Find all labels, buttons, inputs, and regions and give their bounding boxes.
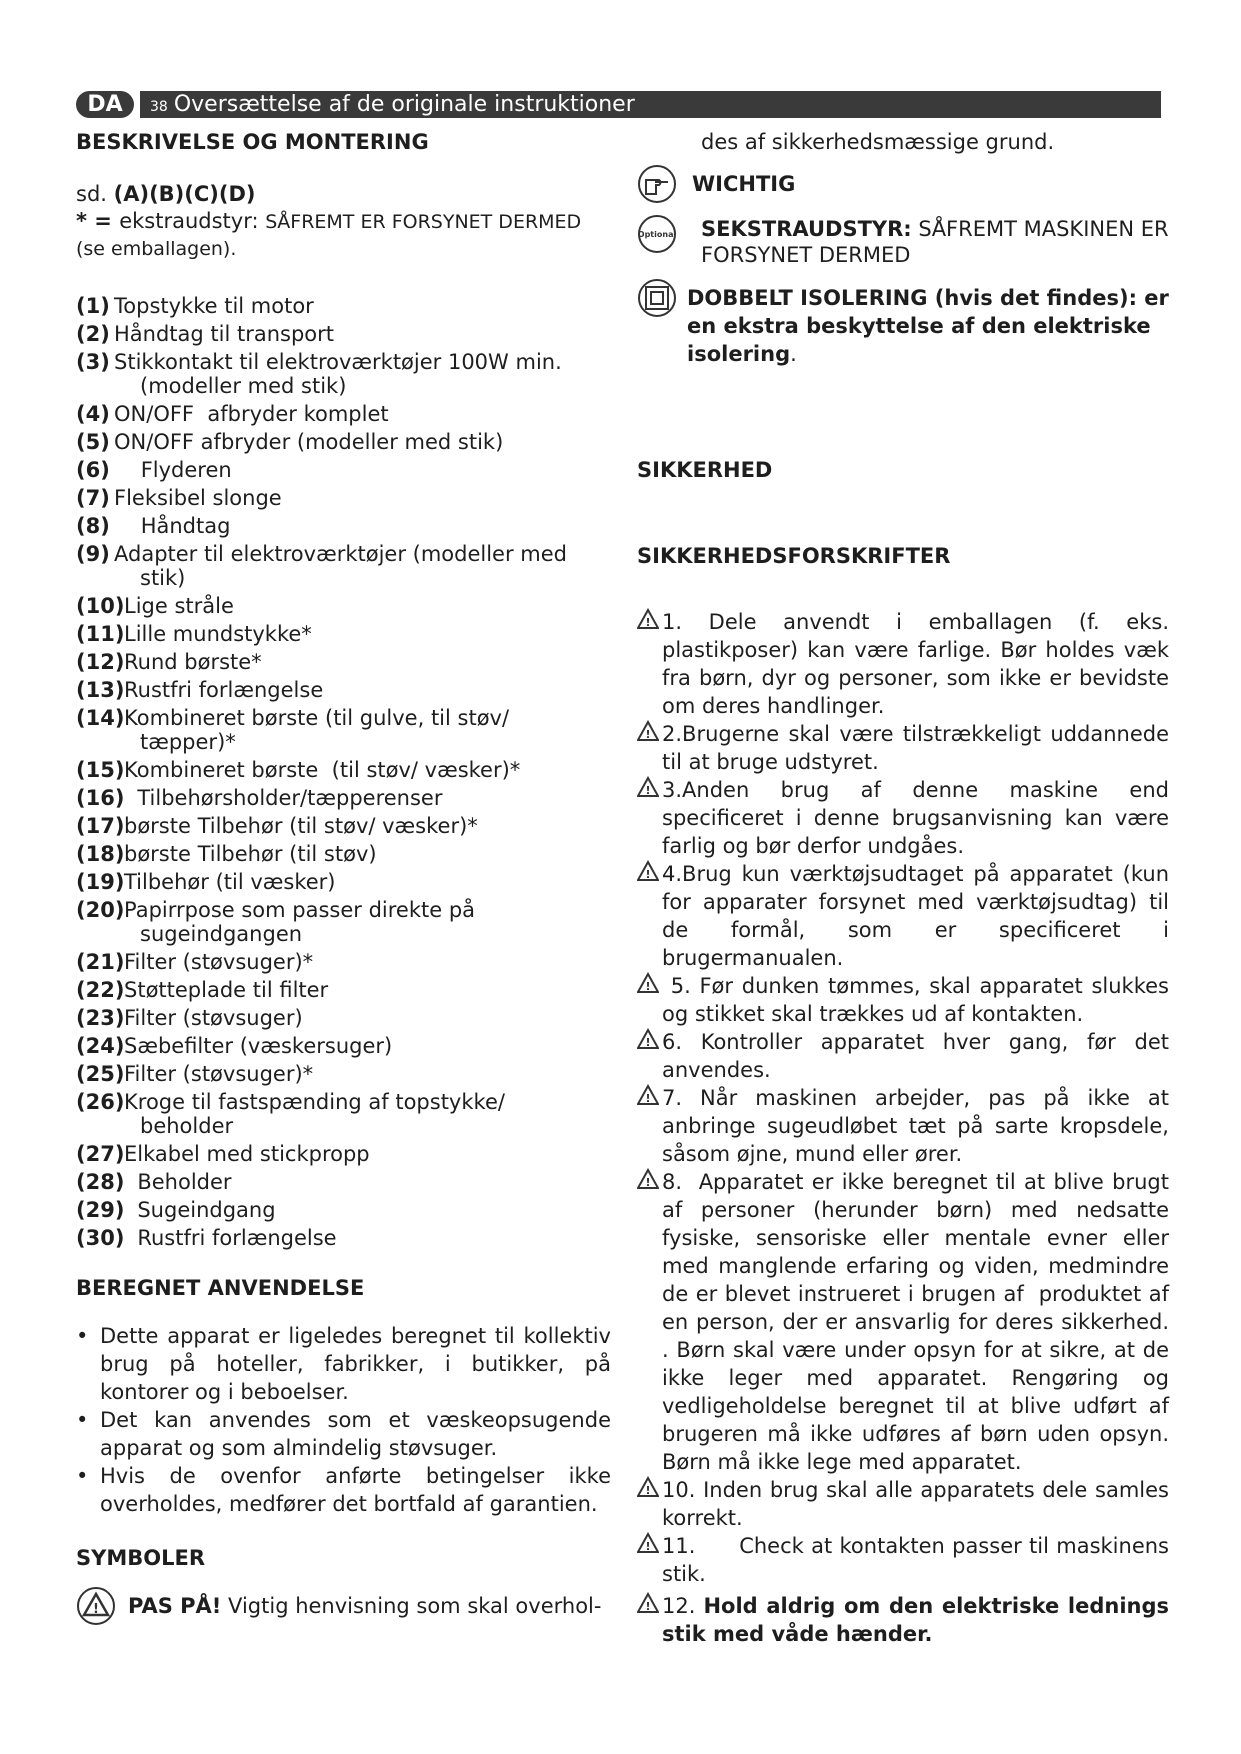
warning-icon (637, 1592, 659, 1614)
part-item (76, 1140, 611, 1168)
part-item (76, 648, 611, 676)
part-label: Filter (støvsuger)* (124, 950, 314, 974)
part-number: (21) (76, 950, 125, 974)
svg-text:!: ! (645, 1176, 651, 1189)
warning-icon (637, 860, 659, 882)
part-item (76, 512, 611, 540)
part-number: (9) (76, 542, 110, 566)
part-item (76, 456, 611, 484)
part-number: (15) (76, 758, 125, 782)
part-label: børste Tilbehør (til støv) (124, 842, 377, 866)
part-label: Håndtag til transport (114, 322, 335, 346)
part-label: ON/OFF afbryder komplet (114, 402, 389, 426)
part-number: (25) (76, 1062, 125, 1086)
svg-text:!: ! (645, 784, 651, 797)
part-number: (12) (76, 650, 125, 674)
part-item (76, 948, 611, 976)
part-item (76, 1032, 611, 1060)
part-item (76, 976, 611, 1004)
warning-icon (637, 1084, 659, 1106)
part-number: (16) (76, 786, 125, 810)
pointing-hand-icon (637, 164, 677, 204)
part-label: ON/OFF afbryder (modeller med stik) (114, 430, 504, 454)
part-label: Tilbehørsholder/tæpperenser (124, 786, 443, 810)
part-item (76, 592, 611, 620)
part-number: (27) (76, 1142, 125, 1166)
part-label: Filter (støvsuger) (124, 1006, 303, 1030)
see-figures: sd. (A)(B)(C)(D) (76, 182, 256, 206)
part-label: Beholder (124, 1170, 232, 1194)
svg-text:Optional: Optional (637, 230, 677, 239)
part-item (76, 292, 611, 320)
part-number: (17) (76, 814, 125, 838)
part-number: (26) (76, 1090, 125, 1114)
part-label: Lille mundstykke* (124, 622, 312, 646)
part-label: Sugeindgang (124, 1198, 276, 1222)
warning-icon (637, 1476, 659, 1498)
part-item (76, 812, 611, 840)
part-number: (5) (76, 430, 110, 454)
part-item (76, 1168, 611, 1196)
optional-icon (637, 214, 677, 254)
warning-icon (637, 1532, 659, 1554)
language-badge: DA (76, 91, 134, 118)
caution-continuation: des af sikkerhedsmæssige grund. (701, 130, 1055, 154)
part-label: Håndtag (114, 514, 231, 538)
part-number: (1) (76, 294, 110, 318)
safety-rule: ! 11. Check at kontakten passer til maskinens stik. (637, 1532, 1169, 1588)
page-number: 38 (150, 99, 168, 115)
header-bar (140, 91, 1161, 118)
part-number: (11) (76, 622, 125, 646)
warning-icon (637, 776, 659, 798)
part-label: Flyderen (114, 458, 232, 482)
part-number: (2) (76, 322, 110, 346)
safety-rules-list (637, 608, 1176, 1588)
optional-symbol-row: Optional SEKSTRAUDSTYR: SÅFREMT MASKINEN ER FORSYNET DERMED (637, 216, 1169, 268)
part-item (76, 1224, 611, 1252)
part-number: (14) (76, 706, 125, 730)
accessory-note: * = ekstraudstyr: SÅFREMT ER FORSYNET DERMED (se emballagen). (76, 209, 582, 260)
double-insulation-row: DOBBELT ISOLERING (hvis det findes): er en ekstra beskyttelse af den elektriske isolering. (637, 284, 1169, 368)
warning-icon (637, 972, 659, 994)
part-label: Rund børste* (124, 650, 262, 674)
svg-text:!: ! (645, 1540, 651, 1553)
warning-icon (637, 720, 659, 742)
part-item (76, 428, 611, 456)
part-label: Støtteplade til filter (124, 978, 329, 1002)
part-number: (28) (76, 1170, 125, 1194)
part-label: børste Tilbehør (til støv/ væsker)* (124, 814, 478, 838)
warning-icon (637, 608, 659, 630)
part-label: Elkabel med stickpropp (124, 1142, 370, 1166)
part-label-continued: sugeindgangen (140, 922, 303, 946)
part-label-continued: tæpper)* (140, 730, 236, 754)
part-label: Tilbehør (til væsker) (124, 870, 336, 894)
part-number: (20) (76, 898, 125, 922)
left-column (76, 128, 611, 1620)
svg-text:!: ! (645, 980, 651, 993)
part-label: Kombineret børste (til støv/ væsker)* (124, 758, 521, 782)
part-number: (19) (76, 870, 125, 894)
part-label: Rustfri forlængelse (124, 678, 324, 702)
parts-list (76, 292, 611, 592)
section-title-description: BESKRIVELSE OG MONTERING (76, 130, 429, 154)
safety-rule: ! 1. Dele anvendt i emballagen (f. eks. plastikposer) kan være farlige. Bør holdes væk fra børn, dyr og personer, som ikke er bevidste om deres handlinger. (637, 608, 1169, 720)
svg-text:!: ! (645, 1036, 651, 1049)
part-item (76, 540, 611, 568)
part-item (76, 840, 611, 868)
part-label: Adapter til elektroværktøjer (modeller med (114, 542, 567, 566)
svg-text:!: ! (93, 1602, 99, 1617)
safety-rule: ! 7. Når maskinen arbejder, pas på ikke at anbringe sugeudløbet tæt på sarte kropsdele, såsom øjne, mund eller ører. (637, 1084, 1169, 1168)
part-label: Topstykke til motor (114, 294, 314, 318)
svg-text:!: ! (645, 728, 651, 741)
part-item (76, 1196, 611, 1224)
part-number: (4) (76, 402, 110, 426)
part-label-continued: stik) (140, 566, 186, 590)
important-symbol-row: WICHTIG (637, 170, 1169, 198)
part-label: Fleksibel slonge (114, 486, 282, 510)
svg-text:!: ! (645, 1484, 651, 1497)
part-number: (18) (76, 842, 125, 866)
part-number: (6) (76, 458, 110, 482)
part-item (76, 784, 611, 812)
svg-text:!: ! (645, 1600, 651, 1613)
part-number: (30) (76, 1226, 125, 1250)
svg-text:!: ! (645, 868, 651, 881)
intended-use-item: • Dette apparat er ligeledes beregnet til kollektiv brug på hoteller, fabrikker, i butikker, på kontorer og i beboelser. (76, 1324, 611, 1404)
part-label: Filter (støvsuger)* (124, 1062, 314, 1086)
safety-rule: ! 2.Brugerne skal være tilstrækkeligt uddannede til at bruge udstyret. (637, 720, 1169, 776)
part-number: (8) (76, 514, 110, 538)
part-label: Kombineret børste (til gulve, til støv/ (124, 706, 510, 730)
safety-rule: ! 8. Apparatet er ikke beregnet til at blive brugt af personer (herunder børn) med nedsatte fysiske, sensoriske eller mentale evner eller med manglende erfaring og viden, medmindre de er blevet instrueret i brugen af produktet af en person, der er ansvarlig for deres sikkerhed. . Børn skal være under opsyn for at sikre, at de ikke leger med apparatet. Rengøring og vedligeholdelse beregnet til at blive udført af brugeren må ikke udføres af børn uden opsyn. Børn må ikke lege med apparatet. (637, 1168, 1169, 1476)
part-item (76, 676, 611, 704)
intended-use-item: • Hvis de ovenfor anførte betingelser ikke overholdes, medfører det bortfald af garantien. (76, 1464, 611, 1516)
part-number: (29) (76, 1198, 125, 1222)
part-item (76, 1060, 611, 1088)
safety-rule: ! 3.Anden brug af denne maskine end specificeret i denne brugsanvisning kan være farlig og bør derfor undgåes. (637, 776, 1169, 860)
warning-icon (637, 1028, 659, 1050)
part-number: (7) (76, 486, 110, 510)
svg-text:!: ! (645, 616, 651, 629)
page-header (76, 91, 1161, 118)
part-label-continued: (modeller med stik) (140, 374, 347, 398)
part-item (76, 1088, 611, 1116)
part-label: Papirrpose som passer direkte på (124, 898, 476, 922)
part-item (76, 320, 611, 348)
part-item (76, 868, 611, 896)
part-label: Sæbefilter (væskersuger) (124, 1034, 393, 1058)
part-item (76, 704, 611, 732)
safety-rule: ! 10. Inden brug skal alle apparatets dele samles korrekt. (637, 1476, 1169, 1532)
header-title: Oversættelse af de originale instruktioner (173, 92, 635, 117)
part-item (76, 484, 611, 512)
part-label: Kroge til fastspænding af topstykke/ (124, 1090, 505, 1114)
parts-list-2 (76, 592, 611, 1252)
part-number: (3) (76, 350, 110, 374)
caution-symbol-row: ! PAS PÅ! Vigtig henvisning som skal overhol- (76, 1592, 611, 1620)
part-item (76, 1004, 611, 1032)
part-number: (13) (76, 678, 125, 702)
part-item (76, 348, 611, 376)
part-item (76, 400, 611, 428)
part-item (76, 756, 611, 784)
safety-rule: ! 4.Brug kun værktøjsudtaget på apparatet (kun for apparater forsynet med værktøjsudtag) til de formål, som er specificeret i brugermanualen. (637, 860, 1169, 972)
part-item (76, 896, 611, 924)
safety-rule: ! 6. Kontroller apparatet hver gang, før det anvendes. (637, 1028, 1169, 1084)
section-title-intended-use: BEREGNET ANVENDELSE (76, 1276, 365, 1300)
section-title-safety-rules: SIKKERHEDSFORSKRIFTER (637, 544, 951, 568)
part-label: Lige stråle (124, 594, 234, 618)
part-number: (23) (76, 1006, 125, 1030)
part-label-continued: beholder (140, 1114, 234, 1138)
section-title-symbols: SYMBOLER (76, 1546, 205, 1570)
part-item (76, 620, 611, 648)
right-column (637, 128, 1176, 1648)
intended-use-list (76, 1322, 611, 1518)
caution-icon (76, 1586, 116, 1626)
warning-icon (637, 1168, 659, 1190)
part-number: (10) (76, 594, 125, 618)
double-insulation-icon (637, 278, 677, 318)
part-number: (24) (76, 1034, 125, 1058)
part-label: Rustfri forlængelse (124, 1226, 337, 1250)
intended-use-item: • Det kan anvendes som et væskeopsugende apparat og som almindelig støvsuger. (76, 1408, 611, 1460)
section-title-safety: SIKKERHED (637, 458, 773, 482)
part-number: (22) (76, 978, 125, 1002)
safety-rule: ! 5. Før dunken tømmes, skal apparatet slukkes og stikket skal trækkes ud af kontakten. (637, 972, 1169, 1028)
safety-rule-12: ! 12. Hold aldrig om den elektriske lednings stik med våde hænder. (637, 1592, 1169, 1648)
part-label: Stikkontakt til elektroværktøjer 100W min. (114, 350, 562, 374)
svg-text:!: ! (645, 1092, 651, 1105)
